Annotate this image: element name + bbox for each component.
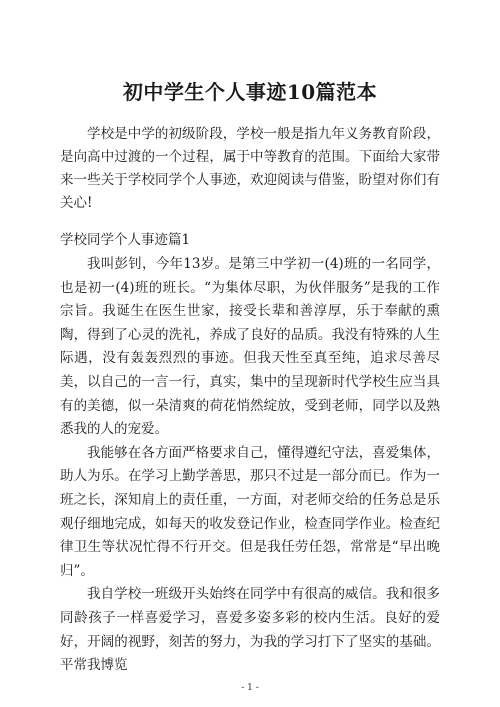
body-paragraph: 我自学校一班级开头始终在同学中有很高的威信。我和很多同龄孩子一样喜爱学习，喜爱多姿多彩的校内生活。良好的爱好，开阔的视野，刻苦的努力，为我的学习打下了坚实的基础。平常我博览 — [60, 586, 440, 674]
body-text — [60, 253, 440, 674]
section-heading: 学校同学个人事迹篇1 — [60, 232, 191, 248]
body-paragraph: 我能够在各方面严格要求自己，懂得遵纪守法，喜爱集体，助人为乐。在学习上勤学善思，那只不过是一部分而已。作为一班之长，深知肩上的责任重，一方面，对老师交给的任务总是乐观仔细地完成，如每天的收发登记作业，检查同学作业。检查纪律卫生等状况忙得不行开交。但是我任劳任怨，常常是“早出晚归”。 — [60, 444, 440, 579]
body-paragraph: 我叫彭钊，今年13岁。是第三中学初一(4)班的一名同学，也是初一(4)班的班长。“为集体尽职，为伙伴服务”是我的工作宗旨。我诞生在医生世家，接受长辈和善淳厚，乐于奉献的熏陶，得到了心灵的洗礼，养成了良好的品质。我没有特殊的人生际遇，没有轰轰烈烈的事迹。但我天性至真至纯，追求尽善尽美，以自己的一言一行，真实，集中的呈现新时代学校生应当具有的美德，似一朵清爽的荷花悄然绽放，受到老师，同学以及熟悉我的人的宠爱。 — [60, 256, 440, 438]
document-title: 初中学生个人事迹10篇范本 — [122, 80, 378, 104]
intro-paragraph: 学校是中学的初级阶段，学校一般是指九年义务教育阶段，是向高中过渡的一个过程，属于中等教育的范围。下面给大家带来一些关于学校同学个人事迹，欢迎阅读与借鉴，盼望对你们有关心! — [60, 126, 440, 211]
page-number: - 1 - — [241, 683, 259, 693]
